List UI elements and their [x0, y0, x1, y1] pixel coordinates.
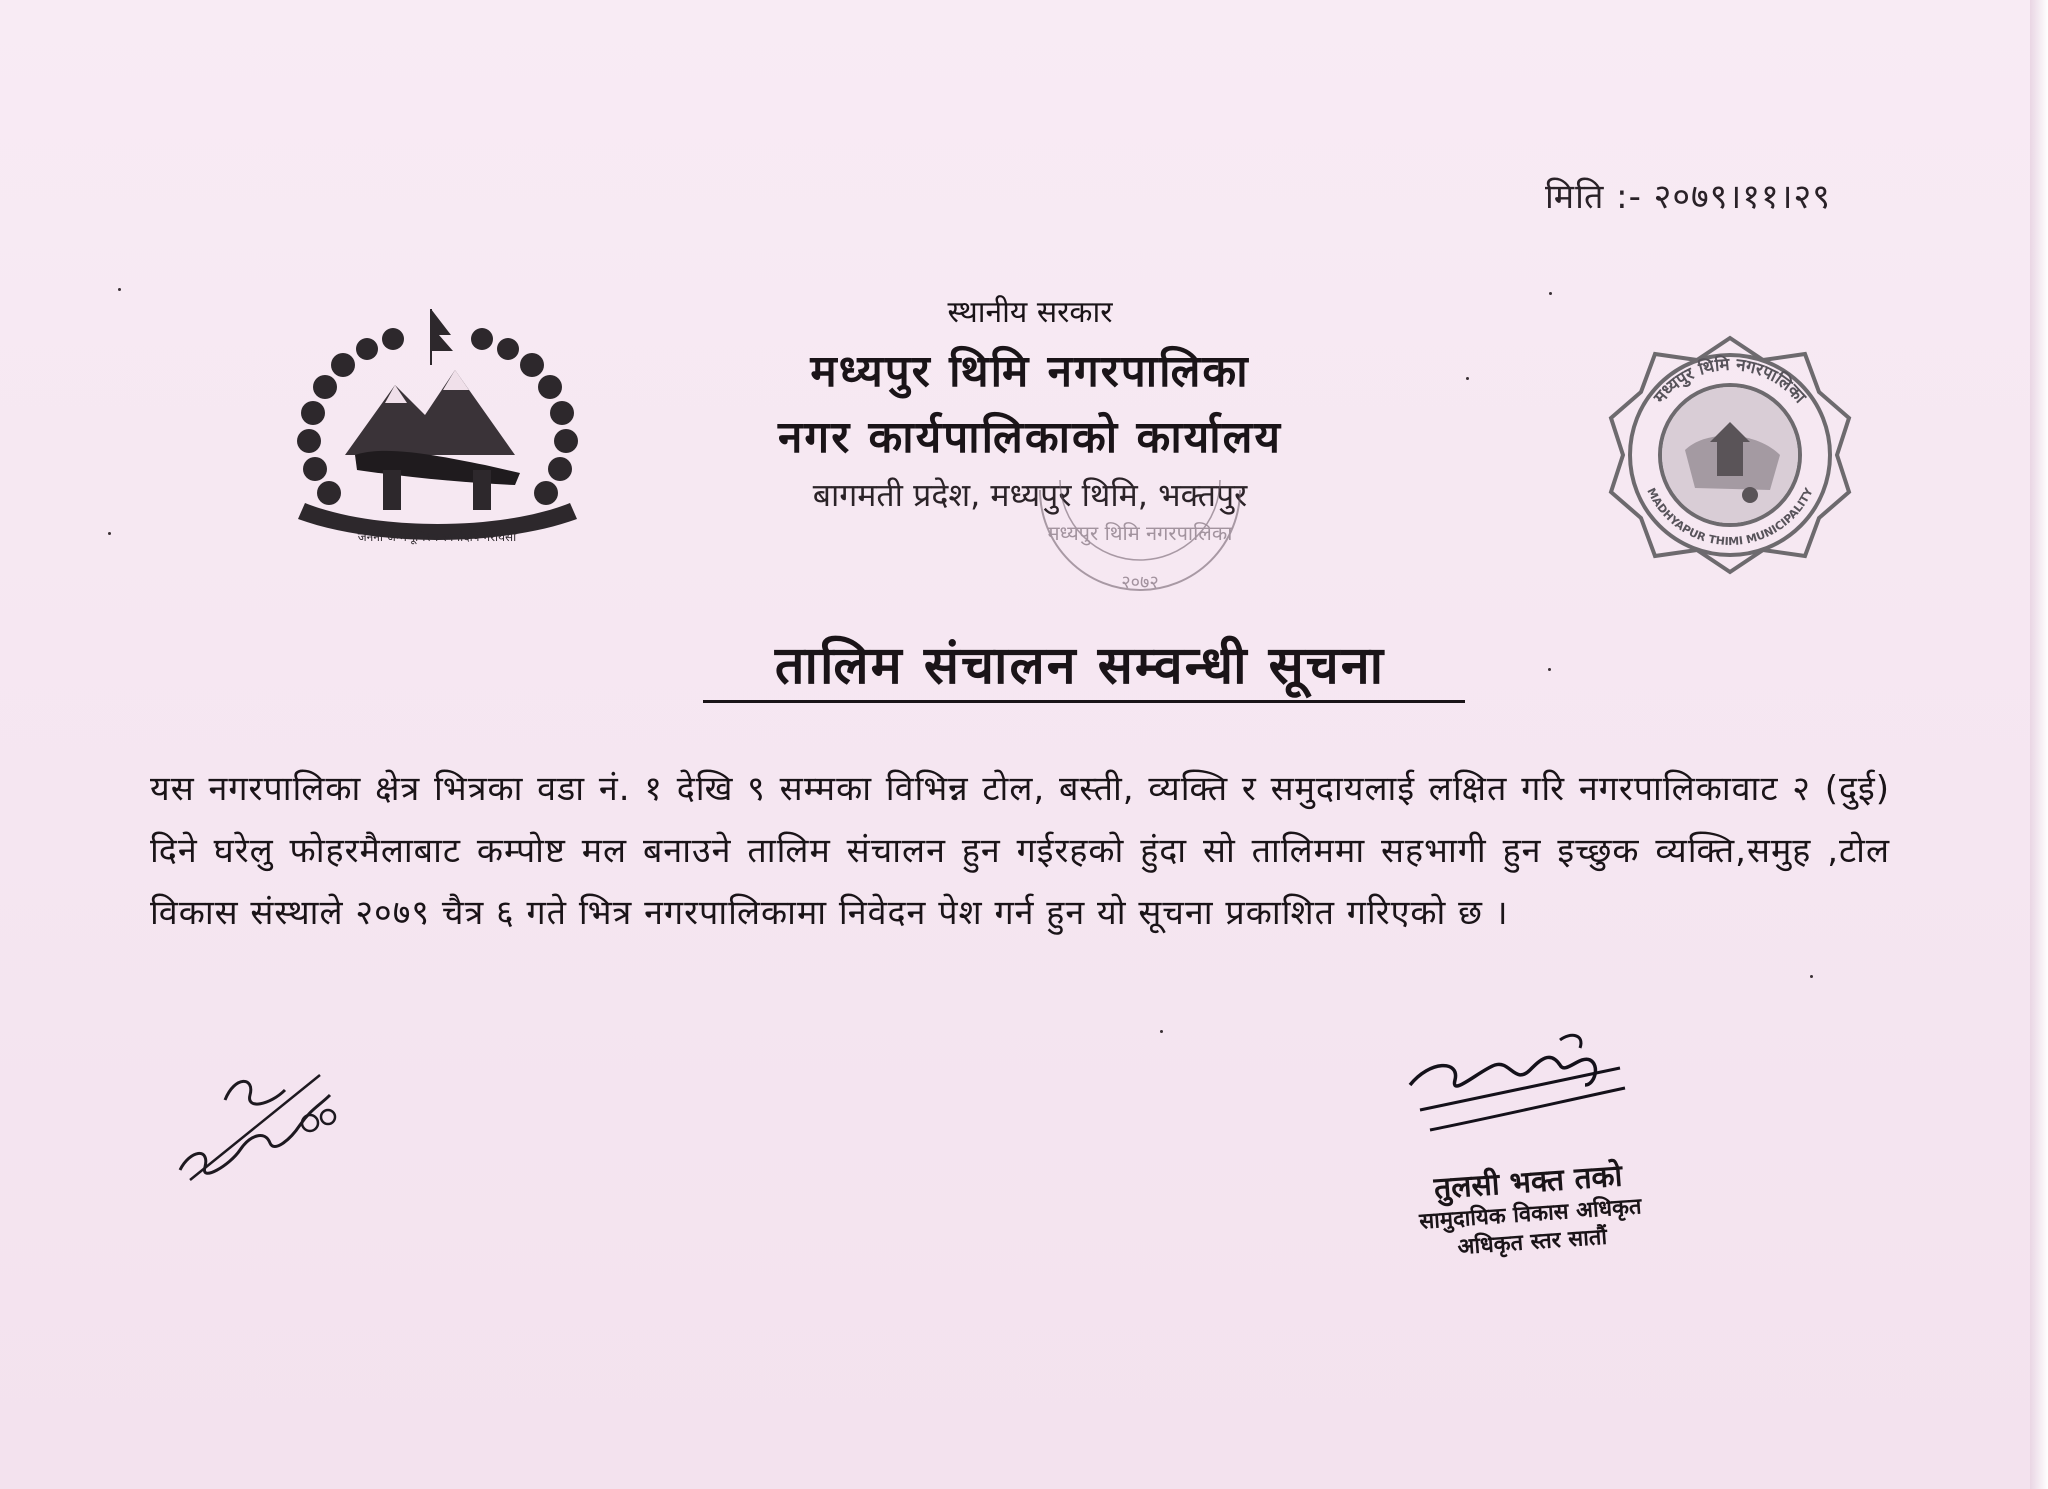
stamp-text: मध्यपुर थिमि नगरपालिका	[1047, 521, 1233, 545]
notice-title: तालिम संचालन सम्वन्धी सूचना	[774, 636, 1386, 696]
date-line: मिति :- २०७९।११।२९	[1545, 177, 1831, 217]
signatory-title: सामुदायिक विकास अधिकृत	[1418, 1194, 1643, 1235]
title-underline	[703, 700, 1465, 703]
stamp-year: २०७२	[1121, 572, 1159, 593]
signatory-block	[1397, 1151, 1663, 1266]
officer-signature-icon	[1400, 1030, 1630, 1145]
header-line-1: स्थानीय सरकार	[947, 295, 1113, 330]
seal-top-text: मध्यपुर थिमि नगरपालिका	[1650, 354, 1810, 408]
nepal-emblem-icon	[285, 305, 590, 550]
seal-bottom-text: MADHYAPUR THIMI MUNICIPALITY	[1644, 485, 1816, 549]
signatory-rank: अधिकृत स्तर सातौं	[1456, 1224, 1608, 1261]
office-address: बागमती प्रदेश, मध्यपुर थिमि, भक्तपुर	[812, 476, 1248, 514]
office-stamp-icon	[1030, 470, 1250, 600]
municipality-seal-icon	[1605, 330, 1855, 580]
emblem-motto: जननी जन्मभूमिश्च स्वर्गादपि गरीयसी	[357, 530, 517, 544]
paper-edge	[2030, 0, 2048, 1489]
left-signature-icon	[170, 1055, 340, 1190]
municipality-name: मध्यपुर थिमि नगरपालिका	[810, 346, 1250, 397]
notice-body: यस नगरपालिका क्षेत्र भित्रका वडा नं. १ देखि ९ सम्मका विभिन्न टोल, बस्ती, व्यक्ति र समुदायलाई लक्षित गरि नगरपालिकावाट २ (दुई) दिने घरेलु फोहरमैलाबाट कम्पोष्ट मल बनाउने तालिम संचालन हुन गईरहको हुंदा सो तालिममा सहभागी हुन इच्छुक व्यक्ति,समुह ,टोल विकास संस्थाले २०७९ चैत्र ६ गते भित्र नगरपालिकामा निवेदन पेश गर्न हुन यो सूचना प्रकाशित गरिएको छ ।	[150, 769, 1890, 933]
office-name: नगर कार्यपालिकाको कार्यालय	[778, 412, 1282, 463]
signatory-name: तुलसी भक्त तको	[1432, 1158, 1624, 1207]
